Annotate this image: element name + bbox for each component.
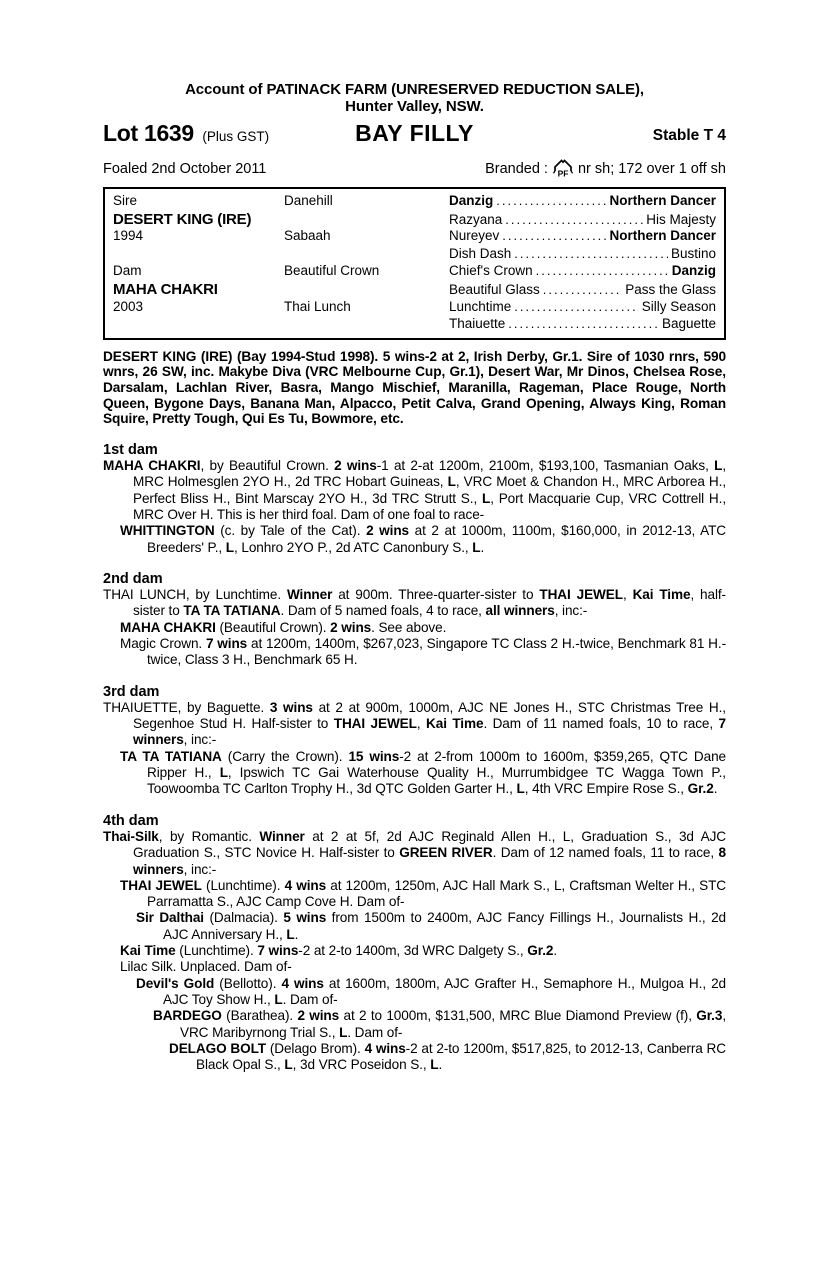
gst-note: (Plus GST): [202, 129, 270, 144]
pedigree-entry: [103, 829, 726, 878]
branded-label: Branded :: [485, 161, 548, 177]
plain-text: , half-sister to: [133, 587, 726, 619]
bold-text: L: [481, 490, 491, 506]
plain-text: . Dam of 5 named foals, 4 to race,: [280, 603, 486, 619]
pedigree-row: [113, 193, 716, 211]
plain-text: -1 at 2-at 1200m, 2100m, $193,100, Tasmanian Oaks,: [376, 458, 715, 474]
pedigree-col1: 1994: [113, 228, 144, 244]
pedigree-ancestor-sire: Baguette: [661, 316, 716, 332]
plain-text: at 1200m, 1400m, $267,023, Singapore TC Class 2 H.-twice, Benchmark 81 H.-twice, Class 3 H., Benchmark 65 H.: [147, 635, 727, 668]
dot-leader: [508, 316, 659, 331]
pedigree-col1: Dam: [113, 263, 142, 279]
pedigree-ancestor-name: Nureyev: [449, 228, 500, 244]
bold-text: Kai Time: [632, 587, 691, 603]
brand-icon: [552, 159, 574, 179]
bold-text: GREEN RIVER: [399, 845, 493, 861]
bold-text: L: [219, 765, 228, 781]
plain-text: THAIUETTE, by Baguette.: [103, 699, 270, 715]
plain-text: (Barathea).: [221, 1008, 298, 1024]
plain-text: (Dalmacia).: [203, 910, 284, 926]
plain-text: -2 at 2-from 1000m to 1600m, $359,265, QTC Dane Ripper H.,: [147, 748, 727, 781]
account-line-1: Account of PATINACK FARM (UNRESERVED REDUCTION SALE),: [185, 81, 644, 98]
plain-text: (Beautiful Crown).: [215, 619, 331, 635]
bold-text: Devil's Gold: [136, 975, 215, 991]
plain-text: THAI LUNCH, by Lunchtime.: [103, 587, 287, 603]
pedigree-entry: [103, 976, 726, 1009]
pedigree-col2: Danehill: [284, 193, 333, 208]
pedigree-row: [113, 281, 716, 299]
bold-text: 8 winners: [133, 845, 726, 877]
plain-text: Magic Crown.: [120, 635, 206, 651]
bold-text: THAI JEWEL: [120, 877, 202, 893]
pedigree-table: [103, 187, 726, 340]
bold-text: Sir Dalthai: [136, 910, 204, 926]
bold-text: 5 wins: [283, 910, 327, 926]
pedigree-col3: [449, 228, 716, 243]
bold-text: Gr.3: [696, 1008, 723, 1024]
section-heading: 4th dam: [103, 812, 159, 829]
plain-text: ,: [622, 587, 633, 603]
dot-leader: [514, 299, 638, 314]
bold-text: 3 wins: [269, 699, 313, 715]
pedigree-row: [113, 246, 716, 264]
pedigree-col3: [449, 316, 716, 331]
svg-text:PF: PF: [557, 168, 569, 179]
sections: [103, 442, 726, 1074]
bold-text: Gr.2: [687, 781, 714, 797]
pedigree-entry: [103, 749, 726, 798]
plain-text: Lilac Silk. Unplaced. Dam of-: [120, 959, 292, 975]
bold-text: L: [339, 1024, 348, 1040]
bold-text: BARDEGO: [153, 1008, 222, 1024]
plain-text: (Lunchtime).: [175, 943, 258, 959]
bold-text: 4 wins: [364, 1040, 406, 1056]
bold-text: Kai Time: [120, 943, 176, 959]
plain-text: .: [553, 943, 558, 959]
branded-info: [485, 159, 726, 179]
dot-leader: [514, 246, 668, 261]
plain-text: , inc:-: [183, 861, 217, 877]
pedigree-col3: [449, 212, 716, 227]
bold-text: L: [225, 539, 234, 555]
pedigree-ancestor-name: Chief's Crown: [449, 263, 533, 279]
pedigree-entry: [103, 700, 726, 749]
pedigree-col1: MAHA CHAKRI: [113, 280, 218, 298]
pedigree-ancestor-sire: Pass the Glass: [625, 281, 716, 297]
plain-text: at 1200m, 1250m, AJC Hall Mark S., L, Craftsman Welter H., STC Parramatta S., AJC Camp Cove H. Dam of-: [147, 877, 727, 910]
bold-text: THAI JEWEL: [333, 716, 417, 732]
bold-text: MAHA CHAKRI: [120, 619, 216, 635]
bold-text: 7 winners: [133, 716, 727, 748]
pedigree-ancestor-sire: Danzig: [671, 263, 716, 279]
pedigree-entry: [103, 458, 726, 523]
plain-text: , inc:-: [554, 603, 588, 619]
foaled-date: Foaled 2nd October 2011: [103, 161, 267, 177]
pedigree-entry: [103, 1008, 726, 1041]
plain-text: , by Beautiful Crown.: [200, 458, 335, 474]
plain-text: at 1600m, 1800m, AJC Grafter H., Semaphore H., Mulgoa H., 2d AJC Toy Show H.,: [163, 975, 726, 1007]
dot-leader: [536, 263, 669, 278]
dot-leader: [496, 193, 606, 208]
plain-text: at 900m. Three-quarter-sister to: [332, 587, 540, 603]
sire-summary-paragraph: DESERT KING (IRE) (Bay 1994-Stud 1998). 5 wins-2 at 2, Irish Derby, Gr.1. Sire of 1030 rnrs, 590 wnrs, 26 SW, inc. Makybe Diva (VRC Melbourne Cup, Gr.1), Desert War, Mr Dinos, Chelsea Rose, Darsalam, Lachlan River, Basra, Mango Mischief, Maranilla, Rageman, Place Rouge, North Queen, Bygone Days, Banana Man, Alpacco, Petit Calva, Grand Opening, Always King, Roman Squire, Pretty Tough, Qui Es Tu, Bowmore, etc.: [103, 348, 726, 427]
plain-text: (Bellotto).: [214, 975, 282, 991]
bold-text: 7 wins: [257, 943, 299, 959]
bold-text: all winners: [485, 603, 555, 619]
plain-text: at 2 at 1000m, 1100m, $160,000, in 2012-13, ATC Breeders' P.,: [147, 523, 727, 555]
plain-text: at 2 to 1000m, $131,500, MRC Blue Diamond Preview (f),: [339, 1008, 697, 1024]
pedigree-ancestor-sire: Northern Dancer: [609, 193, 716, 208]
plain-text: (Carry the Crown).: [221, 748, 349, 764]
pedigree-ancestor-name: Thaiuette: [449, 316, 506, 332]
bold-text: MAHA CHAKRI: [103, 458, 201, 474]
bold-text: Winner: [286, 587, 333, 603]
plain-text: , Ipswich TC Gai Waterhouse Quality H., Murrumbidgee TC Wagga Town P., Toowoomba TC Carlton Trophy H., 3d QTC Golden Garter H.,: [147, 765, 726, 797]
pedigree-row: [113, 228, 716, 246]
plain-text: .: [294, 926, 299, 942]
bold-text: L: [447, 474, 456, 490]
plain-text: . Dam of 12 named foals, 11 to race,: [492, 845, 719, 861]
pedigree-col1: DESERT KING (IRE): [113, 210, 252, 228]
pedigree-col3: [449, 282, 716, 297]
plain-text: -2 at 2-to 1400m, 3d WRC Dalgety S.,: [298, 943, 528, 959]
pedigree-row: [113, 299, 716, 317]
bold-text: L: [274, 991, 283, 1007]
bold-text: 15 wins: [348, 748, 400, 764]
dot-leader: [502, 228, 606, 243]
foaled-branded-row: [103, 159, 726, 179]
pedigree-row: [113, 316, 716, 334]
section-heading: 1st dam: [103, 441, 158, 458]
bold-text: Kai Time: [426, 716, 484, 732]
bold-text: 7 wins: [205, 635, 248, 651]
pedigree-entry: [103, 523, 726, 556]
bold-text: 4 wins: [284, 877, 327, 893]
plain-text: -2 at 2-to 1200m, $517,825, to 2012-13, Canberra RC Black Opal S.,: [196, 1040, 726, 1073]
pedigree-row: [113, 263, 716, 281]
pedigree-ancestor-name: Danzig: [449, 193, 494, 208]
plain-text: , by Romantic.: [158, 828, 260, 844]
pedigree-col1: Sire: [113, 193, 138, 208]
bold-text: L: [516, 781, 525, 797]
section-heading: 2nd dam: [103, 570, 163, 587]
pedigree-ancestor-name: Beautiful Glass: [449, 281, 540, 297]
lot-header-row: [103, 118, 726, 148]
catalogue-page: [103, 0, 726, 1073]
pedigree-entry: [103, 959, 726, 975]
pedigree-entry: [103, 910, 726, 943]
bold-text: WHITTINGTON: [120, 523, 215, 539]
pedigree-col2: Beautiful Crown: [284, 263, 380, 279]
pedigree-ancestor-sire: His Majesty: [646, 211, 716, 227]
bold-text: L: [472, 539, 481, 555]
branded-location: nr sh; 172 over 1 off sh: [577, 161, 726, 177]
plain-text: , 3d VRC Poseidon S.,: [292, 1057, 431, 1073]
pedigree-ancestor-sire: Northern Dancer: [609, 228, 716, 244]
pedigree-col2: Sabaah: [284, 228, 331, 244]
bold-text: THAI JEWEL: [539, 587, 623, 603]
dot-leader: [505, 212, 643, 227]
bold-text: TA TA TATIANA: [183, 603, 281, 619]
bold-text: TA TA TATIANA: [120, 748, 222, 764]
pedigree-col3: [449, 246, 716, 261]
plain-text: (c. by Tale of the Cat).: [214, 523, 367, 539]
plain-text: , Lonhro 2YO P., 2d ATC Canonbury S.,: [234, 539, 473, 555]
bold-text: 2 wins: [297, 1008, 340, 1024]
plain-text: . See above.: [371, 619, 447, 635]
pedigree-entry: [103, 636, 726, 669]
bold-text: Gr.2: [527, 943, 554, 959]
pedigree-ancestor-sire: Bustino: [670, 245, 716, 261]
bold-text: 2 wins: [334, 458, 377, 474]
plain-text: .: [438, 1057, 443, 1073]
bold-text: 4 wins: [281, 975, 324, 991]
plain-text: from 1500m to 2400m, AJC Fancy Fillings H., Journalists H., 2d AJC Anniversary H.,: [163, 910, 727, 942]
pedigree-entry: [103, 1041, 726, 1074]
plain-text: ,: [416, 716, 427, 732]
plain-text: , MRC Holmesglen 2YO H., 2d TRC Hobart Guineas,: [133, 458, 726, 490]
plain-text: . Dam of-: [282, 991, 338, 1007]
pedigree-ancestor-name: Dish Dash: [449, 245, 512, 261]
pedigree-entry: [103, 587, 726, 620]
plain-text: (Delago Brom).: [265, 1040, 365, 1056]
plain-text: .: [480, 539, 485, 555]
plain-text: . Dam of 11 named foals, 10 to race,: [483, 716, 719, 732]
bold-text: L: [430, 1057, 439, 1073]
plain-text: , VRC Maribyrnong Trial S.,: [180, 1008, 727, 1040]
pedigree-entry: [103, 878, 726, 911]
plain-text: .: [713, 781, 718, 797]
bold-text: Winner: [259, 828, 305, 844]
plain-text: , Port Macquarie Cup, VRC Cottrell H., MRC Over H. This is her third foal. Dam of one foal to race-: [133, 490, 726, 522]
lot-number: Lot 1639: [103, 120, 194, 146]
pedigree-col3: [449, 263, 716, 278]
pedigree-entry: [103, 620, 726, 636]
bold-text: 2 wins: [366, 523, 409, 539]
plain-text: at 2 at 900m, 1000m, AJC NE Jones H., STC Christmas Tree H., Segenhoe Stud H. Half-sister to: [133, 699, 726, 732]
pedigree-col3: [449, 193, 716, 208]
plain-text: at 2 at 5f, 2d AJC Reginald Allen H., L, Graduation S., 3d AJC Graduation S., STC Novice H. Half-sister to: [133, 828, 727, 861]
bold-text: L: [714, 458, 723, 474]
pedigree-ancestor-name: Lunchtime: [449, 298, 512, 314]
plain-text: (Lunchtime).: [201, 877, 285, 893]
pedigree-ancestor-name: Razyana: [449, 211, 503, 227]
pedigree-row: [113, 211, 716, 229]
pedigree-ancestor-sire: Silly Season: [641, 298, 716, 314]
pedigree-col3: [449, 299, 716, 314]
bold-text: L: [286, 926, 295, 942]
plain-text: . Dam of-: [347, 1024, 403, 1040]
stable-number: Stable T 4: [652, 127, 726, 144]
account-line-2: Hunter Valley, NSW.: [345, 97, 484, 115]
horse-description: BAY FILLY: [355, 120, 474, 146]
pedigree-col2: Thai Lunch: [284, 298, 351, 314]
pedigree-entry: [103, 943, 726, 959]
dot-leader: [543, 282, 622, 297]
bold-text: Thai-Silk: [103, 828, 159, 844]
plain-text: , VRC Moet & Chandon H., MRC Arborea H., Perfect Bliss H., Bint Marscay 2YO H., 3d TRC Strutt S.,: [133, 474, 726, 506]
pedigree-col1: 2003: [113, 298, 144, 314]
plain-text: , inc:-: [183, 732, 217, 748]
bold-text: DELAGO BOLT: [169, 1040, 266, 1056]
bold-text: 2 wins: [330, 619, 372, 635]
plain-text: , 4th VRC Empire Rose S.,: [524, 781, 688, 797]
section-heading: 3rd dam: [103, 683, 160, 700]
bold-text: L: [284, 1057, 293, 1073]
